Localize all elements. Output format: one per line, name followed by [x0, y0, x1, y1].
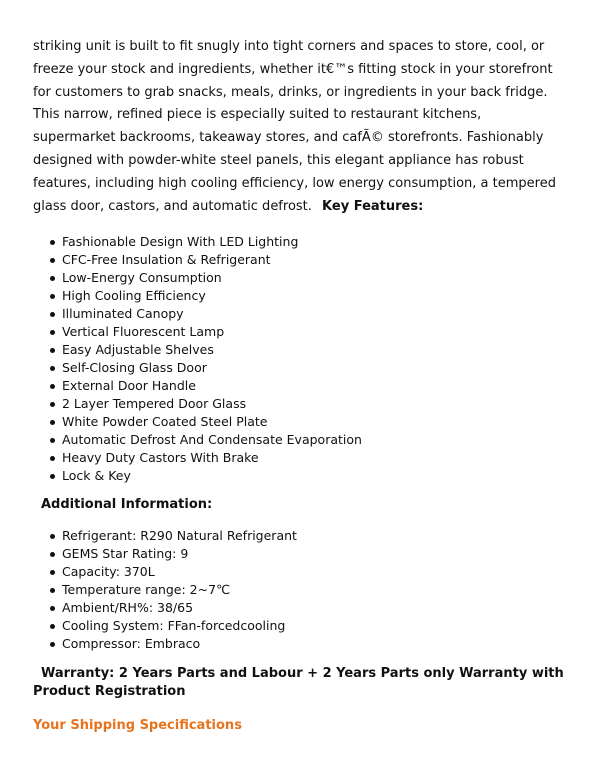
warranty-text: Warranty: 2 Years Parts and Labour + 2 Years Parts only Warranty with Product Registration: [33, 666, 564, 700]
additional-info-list: [33, 527, 567, 653]
shipping-specifications-link[interactable]: Your Shipping Specifications: [33, 718, 242, 734]
info-item: Capacity: 370L: [33, 563, 567, 581]
feature-item: High Cooling Efficiency: [33, 287, 567, 305]
feature-item: Illuminated Canopy: [33, 305, 567, 323]
feature-item: 2 Layer Tempered Door Glass: [33, 395, 567, 413]
feature-item: White Powder Coated Steel Plate: [33, 413, 567, 431]
feature-item: Low-Energy Consumption: [33, 269, 567, 287]
feature-item: External Door Handle: [33, 377, 567, 395]
key-features-list: [33, 233, 567, 485]
feature-item: Self-Closing Glass Door: [33, 359, 567, 377]
feature-item: Automatic Defrost And Condensate Evaporation: [33, 431, 567, 449]
intro-text: striking unit is built to fit snugly into tight corners and spaces to store, cool, or freeze your stock and ingredients, whether it€™s fitting stock in your storefront for customers to grab snacks, meals, drinks, or ingredients in your back fridge. This narrow, refined piece is especially suited to restaurant kitchens, supermarket backrooms, takeaway stores, and cafÃ© storefronts. Fashionably designed with powder-white steel panels, this elegant appliance has robust features, including high cooling efficiency, low energy consumption, a tempered glass door, castors, and automatic defrost.: [33, 39, 556, 214]
feature-item: Easy Adjustable Shelves: [33, 341, 567, 359]
feature-item: Lock & Key: [33, 467, 567, 485]
additional-info-heading: Additional Information:: [41, 497, 213, 513]
info-item: Temperature range: 2~7℃: [33, 581, 567, 599]
intro-paragraph: [33, 36, 567, 218]
info-item: Ambient/RH%: 38/65: [33, 599, 567, 617]
info-item: GEMS Star Rating: 9: [33, 545, 567, 563]
key-features-heading: Key Features:: [322, 198, 424, 214]
info-item: Cooling System: FFan-forcedcooling: [33, 617, 567, 635]
feature-item: CFC-Free Insulation & Refrigerant: [33, 251, 567, 269]
info-item: Refrigerant: R290 Natural Refrigerant: [33, 527, 567, 545]
feature-item: Fashionable Design With LED Lighting: [33, 233, 567, 251]
feature-item: Vertical Fluorescent Lamp: [33, 323, 567, 341]
feature-item: Heavy Duty Castors With Brake: [33, 449, 567, 467]
info-item: Compressor: Embraco: [33, 635, 567, 653]
